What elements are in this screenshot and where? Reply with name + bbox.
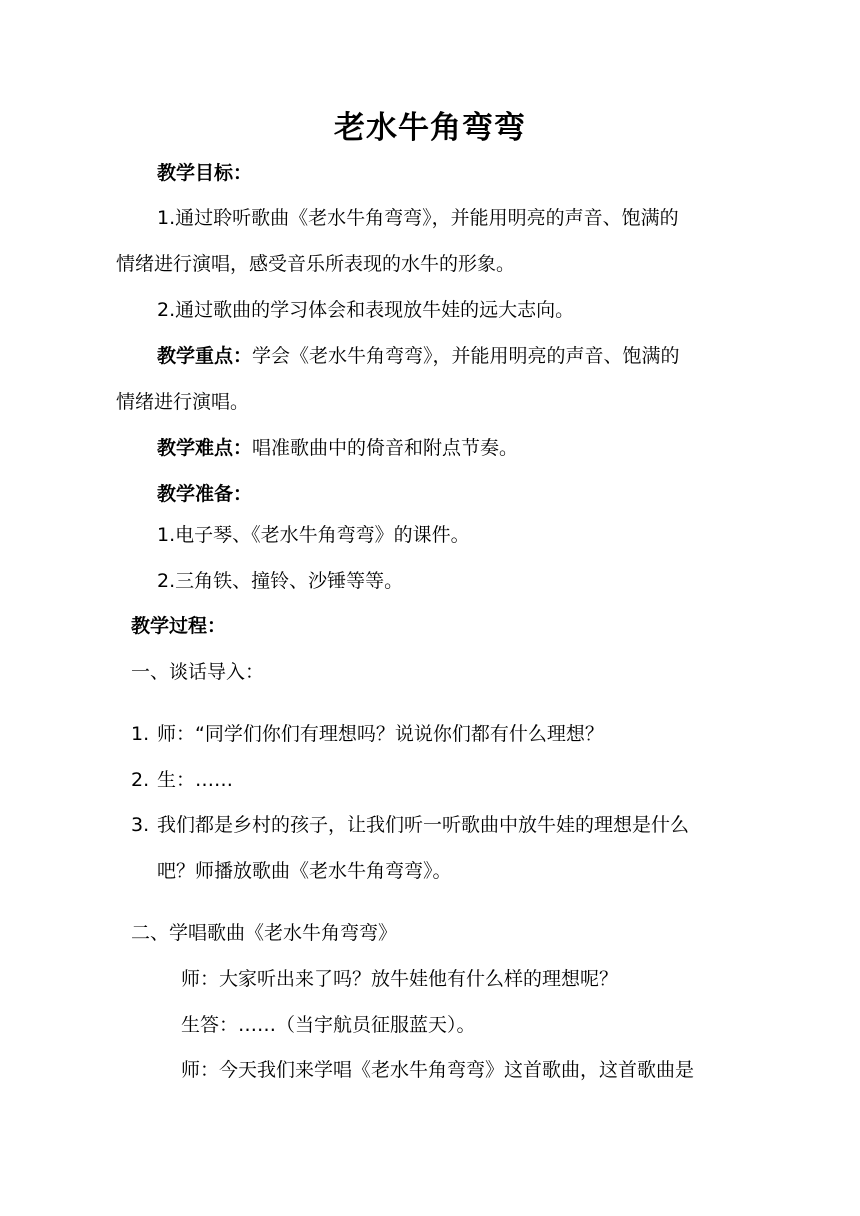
difficulty-line (157, 433, 518, 463)
section-2-line-3: 师：今天我们来学唱《老水牛角弯弯》这首歌曲，这首歌曲是 (181, 1059, 695, 1081)
difficulty-label: 教学难点： (157, 437, 253, 459)
objectives-heading: 教学目标： (157, 162, 253, 184)
section-1-heading: 一、谈话导入： (131, 661, 265, 683)
list-item-text: 师：“同学们你们有理想吗？说说你们都有什么理想？ (157, 723, 604, 745)
list-item-text: 生：…… (157, 769, 234, 791)
preparation-item-1: 1.电子琴、《老水牛角弯弯》的课件。 (157, 524, 470, 546)
key-point-label: 教学重点： (157, 345, 253, 367)
section-1-item-1 (131, 719, 604, 749)
document-title: 老水牛角弯弯 (334, 110, 526, 146)
section-1-item-2 (131, 765, 233, 795)
objective-1-line-2: 情绪进行演唱，感受音乐所表现的水牛的形象。 (116, 253, 516, 275)
objective-2: 2.通过歌曲的学习体会和表现放牛娃的远大志向。 (157, 299, 575, 321)
list-number: 3. (131, 814, 150, 836)
objective-1-line-1: 1.通过聆听歌曲《老水牛角弯弯》，并能用明亮的声音、饱满的 (157, 207, 679, 229)
key-point-line-2: 情绪进行演唱。 (116, 391, 250, 413)
preparation-item-2: 2.三角铁、撞铃、沙锤等等。 (157, 570, 404, 592)
preparation-heading: 教学准备： (157, 483, 253, 505)
list-item-text: 我们都是乡村的孩子，让我们听一听歌曲中放牛娃的理想是什么 (157, 814, 690, 836)
difficulty-text: 唱准歌曲中的倚音和附点节奏。 (252, 437, 519, 459)
key-point-text: 学会《老水牛角弯弯》，并能用明亮的声音、饱满的 (252, 345, 680, 367)
section-2-heading: 二、学唱歌曲《老水牛角弯弯》 (131, 922, 398, 944)
key-point-line-1 (157, 341, 680, 371)
section-2-line-1: 师：大家听出来了吗？放牛娃他有什么样的理想呢？ (181, 968, 619, 990)
list-number: 1. (131, 723, 150, 745)
process-heading: 教学过程： (131, 615, 227, 637)
section-2-line-2: 生答：……（当宇航员征服蓝天）。 (181, 1014, 476, 1036)
section-1-item-3 (131, 810, 689, 840)
section-1-item-3-continued: 吧？师播放歌曲《老水牛角弯弯》。 (157, 860, 452, 882)
list-number: 2. (131, 769, 150, 791)
